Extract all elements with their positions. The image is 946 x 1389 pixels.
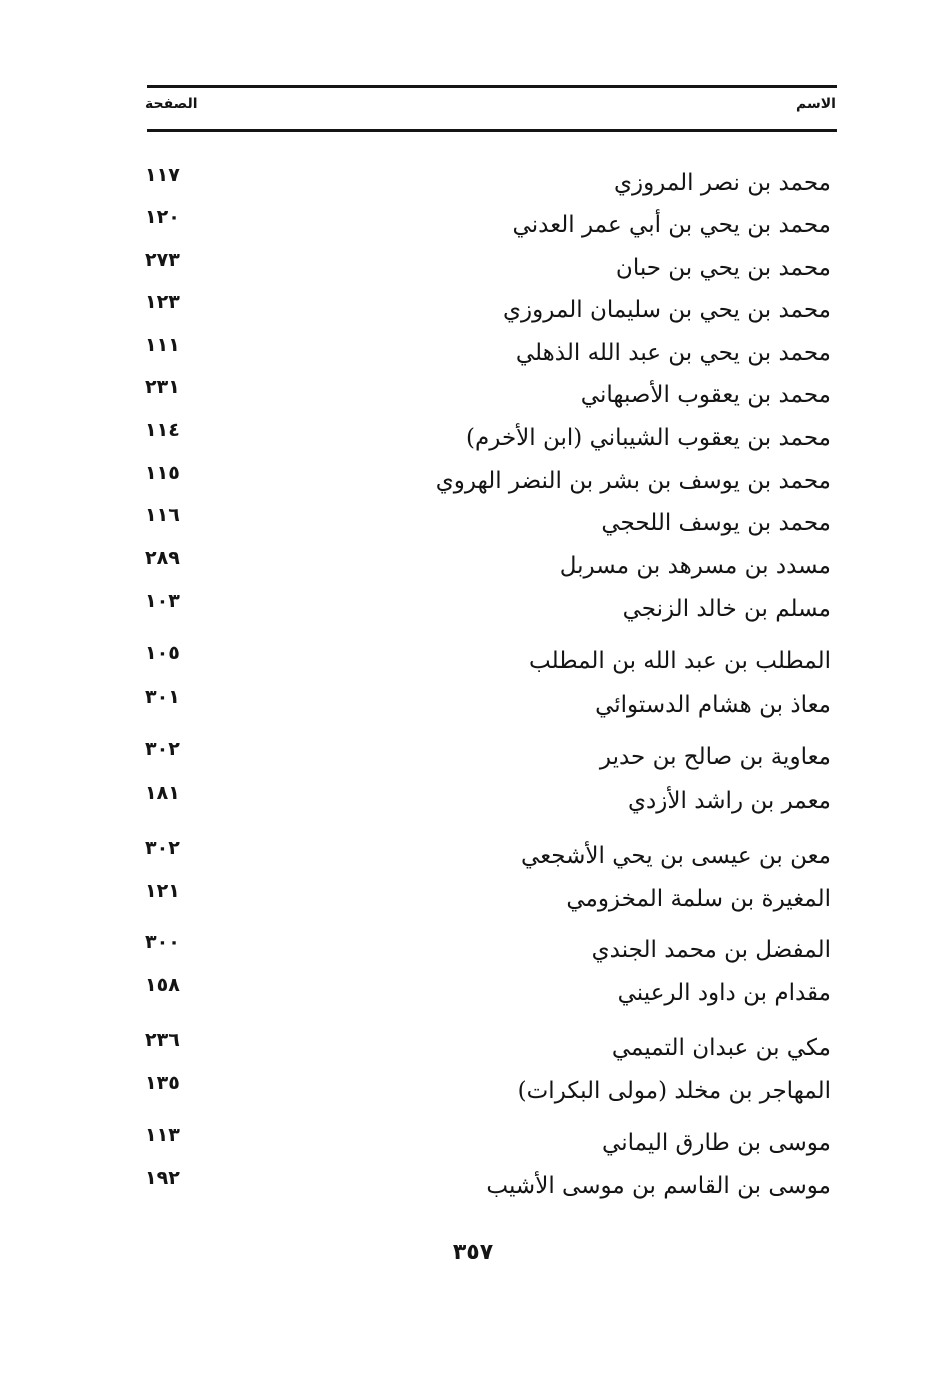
entry-name: محمد بن يحي بن عبد الله الذهلي	[515, 340, 831, 366]
entry-page: ١١٤	[145, 419, 180, 441]
entry-page: ١١١	[145, 334, 180, 356]
entry-page: ٣٠٢	[145, 837, 180, 859]
entry-page: ٣٠٢	[145, 738, 180, 760]
entry-page: ١٨١	[145, 782, 180, 804]
entry-name: محمد بن يعقوب الشيباني (ابن الأخرم)	[466, 425, 831, 451]
entry-name: معاذ بن هشام الدستوائي	[595, 692, 831, 718]
entry-name: المطلب بن عبد الله بن المطلب	[529, 648, 831, 674]
index-row	[0, 738, 946, 782]
entry-name: محمد بن نصر المروزي	[613, 170, 831, 196]
entry-page: ١٠٥	[145, 642, 180, 664]
index-row	[0, 419, 946, 463]
index-row	[0, 547, 946, 591]
entry-page: ٢٣٦	[145, 1029, 180, 1051]
entry-page: ٢٣١	[145, 376, 180, 398]
entry-page: ١١٣	[145, 1124, 180, 1146]
column-header-page: الصفحة	[145, 96, 198, 112]
index-row	[0, 504, 946, 548]
index-row	[0, 880, 946, 924]
index-row	[0, 462, 946, 506]
entry-page: ١٢٠	[145, 206, 180, 228]
entry-page: ١١٧	[145, 164, 180, 186]
index-row	[0, 249, 946, 293]
index-row	[0, 206, 946, 250]
entry-name: موسى بن طارق اليماني	[602, 1130, 831, 1156]
entry-name: محمد بن يوسف بن بشر بن النضر الهروي	[435, 468, 831, 494]
index-row	[0, 291, 946, 335]
entry-page: ١٠٣	[145, 590, 180, 612]
index-row	[0, 590, 946, 634]
index-row	[0, 1029, 946, 1073]
index-row	[0, 686, 946, 730]
entry-name: مسلم بن خالد الزنجي	[622, 596, 831, 622]
index-row	[0, 164, 946, 208]
column-header-name: الاسم	[796, 96, 836, 112]
entry-page: ١٥٨	[145, 974, 180, 996]
index-row	[0, 782, 946, 826]
entry-name: محمد بن يوسف اللحجي	[601, 510, 831, 536]
index-row	[0, 334, 946, 378]
entry-name: مكي بن عبدان التميمي	[611, 1035, 831, 1061]
footer-page-number: ٣٥٧	[452, 1240, 494, 1265]
entry-page: ١٩٢	[145, 1167, 180, 1189]
entry-name: مسدد بن مسرهد بن مسربل	[559, 553, 831, 579]
index-row	[0, 1072, 946, 1116]
entry-name: محمد بن يعقوب الأصبهاني	[580, 382, 831, 408]
entry-page: ١٢١	[145, 880, 180, 902]
entry-name: معن بن عيسى بن يحي الأشجعي	[521, 843, 831, 869]
entry-page: ٢٨٩	[145, 547, 180, 569]
entry-name: المهاجر بن مخلد (مولى البكرات)	[517, 1078, 831, 1104]
entry-name: موسى بن القاسم بن موسى الأشيب	[486, 1173, 831, 1199]
entry-page: ١٢٣	[145, 291, 180, 313]
index-row	[0, 974, 946, 1018]
entry-page: ٣٠٠	[145, 931, 180, 953]
entry-page: ٢٧٣	[145, 249, 180, 271]
index-row	[0, 1167, 946, 1211]
entry-name: محمد بن يحي بن أبي عمر العدني	[512, 212, 831, 238]
index-row	[0, 376, 946, 420]
entry-name: مقدام بن داود الرعيني	[617, 980, 831, 1006]
index-row	[0, 642, 946, 686]
entry-page: ١١٦	[145, 504, 180, 526]
entry-name: محمد بن يحي بن سليمان المروزي	[503, 297, 831, 323]
entry-name: معمر بن راشد الأزدي	[628, 788, 831, 814]
index-row	[0, 837, 946, 881]
index-row	[0, 1124, 946, 1168]
entry-page: ٣٠١	[145, 686, 180, 708]
entry-page: ١١٥	[145, 462, 180, 484]
entry-name: معاوية بن صالح بن حدير	[599, 744, 831, 770]
entry-name: محمد بن يحي بن حبان	[615, 255, 831, 281]
index-row	[0, 931, 946, 975]
entry-name: المفضل بن محمد الجندي	[591, 937, 831, 963]
entry-page: ١٣٥	[145, 1072, 180, 1094]
entry-name: المغيرة بن سلمة المخزومي	[566, 886, 831, 912]
